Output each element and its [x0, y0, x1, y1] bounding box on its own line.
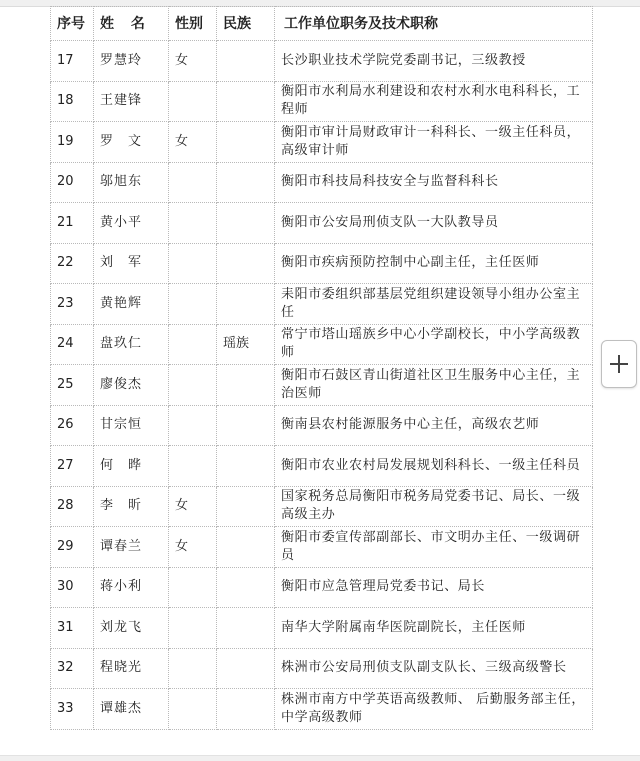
- cell-name: 王建锋: [94, 81, 169, 122]
- cell-ethnicity: [217, 122, 275, 163]
- cell-gender: [169, 648, 217, 689]
- cell-job: 衡阳市委宣传部副部长、市文明办主任、一级调研员: [275, 527, 593, 568]
- cell-gender: [169, 608, 217, 649]
- cell-no: 30: [51, 567, 94, 608]
- cell-no: 33: [51, 689, 94, 730]
- cell-ethnicity: [217, 41, 275, 82]
- cell-no: 29: [51, 527, 94, 568]
- cell-gender: [169, 162, 217, 203]
- cell-name: 刘 军: [94, 243, 169, 284]
- cell-gender: 女: [169, 41, 217, 82]
- header-name: 姓 名: [94, 7, 169, 41]
- cell-job: 衡阳市水利局水利建设和农村水利水电科科长，工程师: [275, 81, 593, 122]
- cell-gender: [169, 284, 217, 325]
- cell-name: 罗 文: [94, 122, 169, 163]
- table-row: [51, 41, 593, 82]
- cell-name: 程晓光: [94, 648, 169, 689]
- cell-no: 19: [51, 122, 94, 163]
- cell-ethnicity: 瑶族: [217, 324, 275, 365]
- cell-job: 南华大学附属南华医院副院长，主任医师: [275, 608, 593, 649]
- cell-ethnicity: [217, 648, 275, 689]
- table-row: [51, 284, 593, 325]
- cell-job: 衡阳市公安局刑侦支队一大队教导员: [275, 203, 593, 244]
- cell-job: 株洲市公安局刑侦支队副支队长、三级高级警长: [275, 648, 593, 689]
- cell-name: 刘龙飞: [94, 608, 169, 649]
- cell-job: 衡阳市农业农村局发展规划科科长、一级主任科员: [275, 446, 593, 487]
- table-row: [51, 243, 593, 284]
- table-row: [51, 689, 593, 730]
- table-row: [51, 527, 593, 568]
- table-row: [51, 365, 593, 406]
- table-row: [51, 648, 593, 689]
- cell-name: 李 昕: [94, 486, 169, 527]
- cell-job: 衡南县农村能源服务中心主任，高级农艺师: [275, 405, 593, 446]
- table-row: [51, 446, 593, 487]
- cell-no: 31: [51, 608, 94, 649]
- cell-no: 21: [51, 203, 94, 244]
- cell-gender: [169, 405, 217, 446]
- cell-job: 衡阳市审计局财政审计一科科长、一级主任科员，高级审计师: [275, 122, 593, 163]
- cell-ethnicity: [217, 567, 275, 608]
- cell-ethnicity: [217, 162, 275, 203]
- cell-job: 长沙职业技术学院党委副书记，三级教授: [275, 41, 593, 82]
- cell-no: 22: [51, 243, 94, 284]
- header-job: 工作单位职务及技术职称: [275, 7, 593, 41]
- cell-gender: [169, 203, 217, 244]
- cell-gender: [169, 365, 217, 406]
- cell-ethnicity: [217, 81, 275, 122]
- cell-gender: [169, 446, 217, 487]
- table-row: [51, 203, 593, 244]
- cell-no: 17: [51, 41, 94, 82]
- table-row: [51, 162, 593, 203]
- cell-gender: [169, 689, 217, 730]
- table-row: [51, 486, 593, 527]
- cell-job: 国家税务总局衡阳市税务局党委书记、局长、一级高级主办: [275, 486, 593, 527]
- cell-no: 28: [51, 486, 94, 527]
- add-button[interactable]: [601, 340, 637, 388]
- cell-gender: [169, 243, 217, 284]
- header-no: 序号: [51, 7, 94, 41]
- cell-ethnicity: [217, 284, 275, 325]
- cell-ethnicity: [217, 203, 275, 244]
- header-row: [51, 7, 593, 41]
- cell-job: 衡阳市科技局科技安全与监督科科长: [275, 162, 593, 203]
- cell-gender: 女: [169, 486, 217, 527]
- cell-name: 何 晔: [94, 446, 169, 487]
- table-row: [51, 81, 593, 122]
- header-ethnicity: 民族: [217, 7, 275, 41]
- cell-no: 26: [51, 405, 94, 446]
- table-row: [51, 405, 593, 446]
- cell-no: 32: [51, 648, 94, 689]
- cell-ethnicity: [217, 405, 275, 446]
- cell-name: 甘宗恒: [94, 405, 169, 446]
- cell-gender: [169, 567, 217, 608]
- cell-gender: 女: [169, 527, 217, 568]
- cell-no: 20: [51, 162, 94, 203]
- table-row: [51, 567, 593, 608]
- cell-name: 盘玖仁: [94, 324, 169, 365]
- cell-name: 廖俊杰: [94, 365, 169, 406]
- cell-gender: [169, 81, 217, 122]
- cell-job: 株洲市南方中学英语高级教师、 后勤服务部主任，中学高级教师: [275, 689, 593, 730]
- cell-ethnicity: [217, 365, 275, 406]
- table-row: [51, 122, 593, 163]
- cell-gender: 女: [169, 122, 217, 163]
- cell-no: 25: [51, 365, 94, 406]
- cell-no: 24: [51, 324, 94, 365]
- cell-job: 常宁市塔山瑶族乡中心小学副校长，中小学高级教师: [275, 324, 593, 365]
- table-row: [51, 608, 593, 649]
- cell-no: 23: [51, 284, 94, 325]
- cell-gender: [169, 324, 217, 365]
- cell-name: 蒋小利: [94, 567, 169, 608]
- cell-name: 谭雄杰: [94, 689, 169, 730]
- cell-name: 谭春兰: [94, 527, 169, 568]
- cell-ethnicity: [217, 527, 275, 568]
- cell-no: 27: [51, 446, 94, 487]
- cell-ethnicity: [217, 243, 275, 284]
- cell-job: 衡阳市疾病预防控制中心副主任，主任医师: [275, 243, 593, 284]
- cell-name: 黄艳辉: [94, 284, 169, 325]
- roster-table: [50, 6, 593, 730]
- cell-job: 耒阳市委组织部基层党组织建设领导小组办公室主任: [275, 284, 593, 325]
- header-gender: 性别: [169, 7, 217, 41]
- cell-ethnicity: [217, 608, 275, 649]
- cell-job: 衡阳市石鼓区青山街道社区卫生服务中心主任，主治医师: [275, 365, 593, 406]
- cell-job: 衡阳市应急管理局党委书记、局长: [275, 567, 593, 608]
- cell-no: 18: [51, 81, 94, 122]
- cell-ethnicity: [217, 689, 275, 730]
- cell-ethnicity: [217, 486, 275, 527]
- page-bottom-edge: [0, 755, 640, 761]
- cell-name: 黄小平: [94, 203, 169, 244]
- cell-ethnicity: [217, 446, 275, 487]
- cell-name: 罗慧玲: [94, 41, 169, 82]
- cell-name: 邬旭东: [94, 162, 169, 203]
- plus-icon: [610, 355, 628, 373]
- table-row: [51, 324, 593, 365]
